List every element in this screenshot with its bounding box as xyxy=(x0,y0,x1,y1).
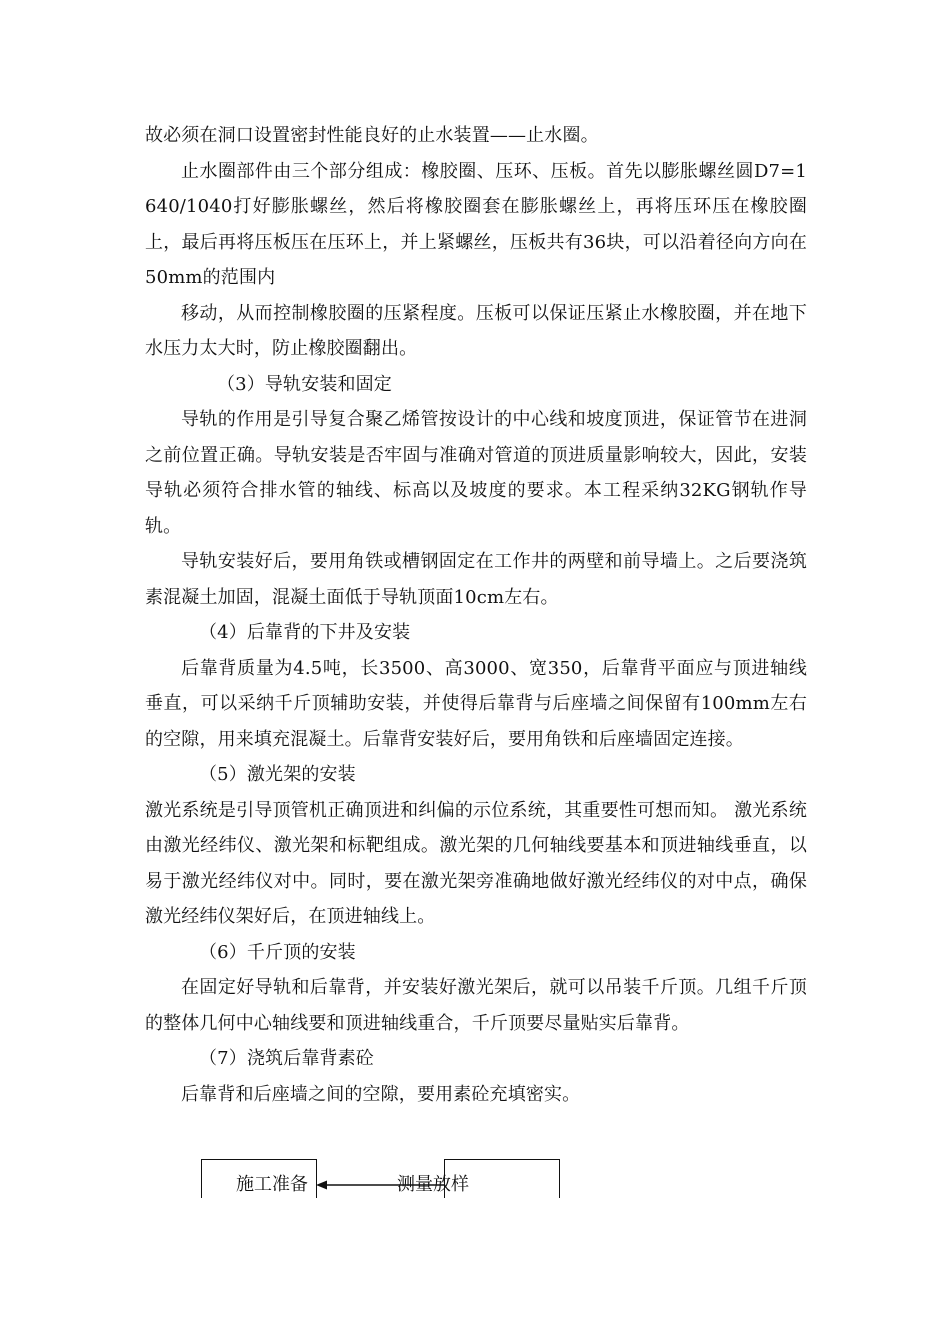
heading-pour-concrete: （7）浇筑后靠背素砼 xyxy=(199,1048,374,1069)
document-text xyxy=(145,118,807,1112)
heading-laser-frame: （5）激光架的安装 xyxy=(199,764,356,785)
paragraph-jack-installation: 在固定好导轨和后靠背，并安装好激光架后，就可以吊装千斤顶。几组千斤顶的整体几何中心轴线要和顶进轴线重合，千斤顶要尽量贴实后靠背。 xyxy=(145,977,807,1034)
paragraph-guide-rail-fixing: 导轨安装好后，要用角铁或槽钢固定在工作井的两壁和前导墙上。之后要浇筑素混凝土加固，混凝土面低于导轨顶面10cm左右。 xyxy=(145,551,807,608)
paragraph-continuation: 故必须在洞口设置密封性能良好的止水装置——止水圈。 xyxy=(145,125,599,146)
paragraph-back-support: 后靠背质量为4.5吨，长3500、高3000、宽350，后靠背平面应与顶进轴线垂直，可以采纳千斤顶辅助安装，并使得后靠背与后座墙之间保留有100mm左右的空隙，用来填充混凝土。后靠背安装好后，要用角铁和后座墙固定连接。 xyxy=(145,657,807,750)
paragraph-water-seal-components: 止水圈部件由三个部分组成：橡胶圈、压环、压板。首先以膨胀螺丝圆D7=1640/1040打好膨胀螺丝，然后将橡胶圈套在膨胀螺丝上，再将压环压在橡胶圈上，最后再将压板压在压环上，并上紧螺丝，压板共有36块，可以沿着径向方向在50mm的范围内 xyxy=(145,160,807,288)
arrow-left-icon xyxy=(316,1176,446,1194)
paragraph-laser-system: 激光系统是引导顶管机正确顶进和纠偏的示位系统，其重要性可想而知。 激光系统由激光经纬仪、激光架和标靶组成。激光架的几何轴线要基本和顶进轴线垂直，以易于激光经纬仪对中。同时，要在激光架旁准确地做好激光经纬仪的对中点，确保激光经纬仪架好后，在顶进轴线上。 xyxy=(145,799,807,927)
paragraph-pressure-plate: 移动，从而控制橡胶圈的压紧程度。压板可以保证压紧止水橡胶圈，并在地下水压力太大时，防止橡胶圈翻出。 xyxy=(145,302,807,359)
flow-box-survey-layout xyxy=(444,1159,560,1198)
heading-jack-installation: （6）千斤顶的安装 xyxy=(199,941,356,963)
paragraph-guide-rail-role: 导轨的作用是引导复合聚乙烯管按设计的中心线和坡度顶进，保证管节在进洞之前位置正确。导轨安装是否牢固与准确对管道的顶进质量影响较大，因此，安装导轨必须符合排水管的轴线、标高以及坡度的要求。本工程采纳32KG钢轨作导轨。 xyxy=(145,409,807,537)
flow-box-construction-prep xyxy=(201,1159,317,1198)
paragraph-pour-concrete: 后靠背和后座墙之间的空隙，要用素砼充填密实。 xyxy=(181,1083,581,1105)
flow-label-survey-layout: 测量放样 xyxy=(397,1174,469,1195)
flow-label-construction-prep: 施工准备 xyxy=(236,1174,308,1195)
heading-guide-rail: （3）导轨安装和固定 xyxy=(217,373,392,395)
heading-back-support: （4）后靠背的下井及安装 xyxy=(199,622,411,643)
